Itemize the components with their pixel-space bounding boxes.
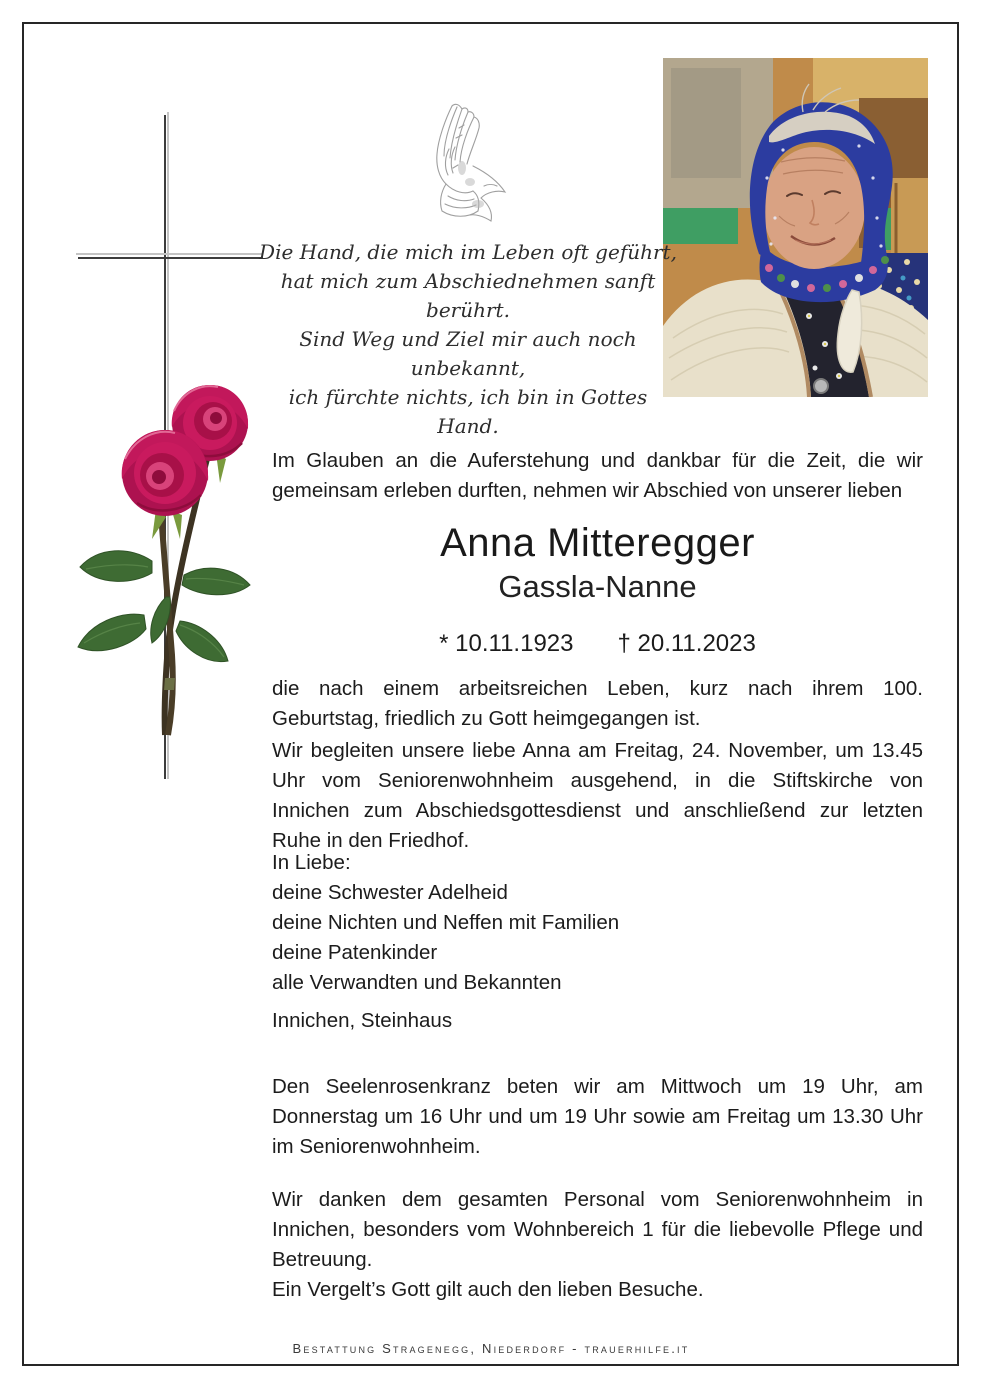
mourner-item: deine Nichten und Neffen mit Familien: [272, 911, 620, 934]
thanks-text-2: Ein Vergelt’s Gott gilt auch den lieben Besuche.: [272, 1278, 704, 1301]
intro-text: Im Glauben an die Auferstehung und dankbar für die Zeit, die wir gemeinsam erleben durften, nehmen wir Abschied von unserer lieben: [272, 449, 923, 502]
life-dates: [272, 630, 923, 658]
mourner-item: alle Verwandten und Bekannten: [272, 971, 562, 994]
mourners-block: [272, 848, 923, 998]
cross-horizontal-highlight: [76, 253, 263, 255]
death-date: † 20.11.2023: [617, 630, 756, 657]
poem: [258, 238, 678, 441]
life-text: die nach einem arbeitsreichen Leben, kurz nach ihrem 100. Geburtstag, friedlich zu Gott heimgegangen ist.: [272, 677, 923, 730]
thanks-text: Wir danken dem gesamten Personal vom Seniorenwohnheim in Innichen, besonders vom Wohnbereich 1 für die liebevolle Pflege und Betreuung.: [272, 1188, 923, 1271]
poem-line: Die Hand, die mich im Leben oft geführt,: [259, 240, 677, 264]
poem-line: hat mich zum Abschiednehmen sanft berührt.: [280, 269, 656, 322]
portrait-photo: [663, 58, 928, 397]
rosary-text: Den Seelenrosenkranz beten wir am Mittwoch um 19 Uhr, am Donnerstag um 16 Uhr und um 19 Uhr sowie am Freitag um 13.30 Uhr im Seniorenwohnheim.: [272, 1075, 923, 1158]
praying-hands-icon: [412, 94, 518, 228]
thanks-block: [272, 1185, 923, 1305]
mourner-item: deine Patenkinder: [272, 941, 438, 964]
roses-image: [68, 383, 268, 753]
birth-date: * 10.11.1923: [439, 630, 574, 657]
funeral-text: Wir begleiten unsere liebe Anna am Freitag, 24. November, um 13.45 Uhr vom Seniorenwohnheim ausgehend, in die Stiftskirche von Innichen zum Abschiedsgottesdienst und anschließend zur letzten Ruhe in den Friedhof.: [272, 739, 923, 852]
cross-horizontal-line: [78, 257, 263, 259]
poem-line: ich fürchte nichts, ich bin in Gottes Hand.: [288, 385, 648, 438]
places-text: Innichen, Steinhaus: [272, 1009, 453, 1032]
mourner-item: deine Schwester Adelheid: [272, 881, 508, 904]
deceased-name: Anna Mitteregger: [440, 521, 755, 565]
footer-text: Bestattung Stragenegg, Niederdorf - trauerhilfe.it: [292, 1341, 690, 1356]
mourners-heading: In Liebe:: [272, 851, 351, 874]
deceased-nickname: Gassla-Nanne: [498, 569, 697, 604]
poem-line: Sind Weg und Ziel mir auch noch unbekannt,: [299, 327, 637, 380]
